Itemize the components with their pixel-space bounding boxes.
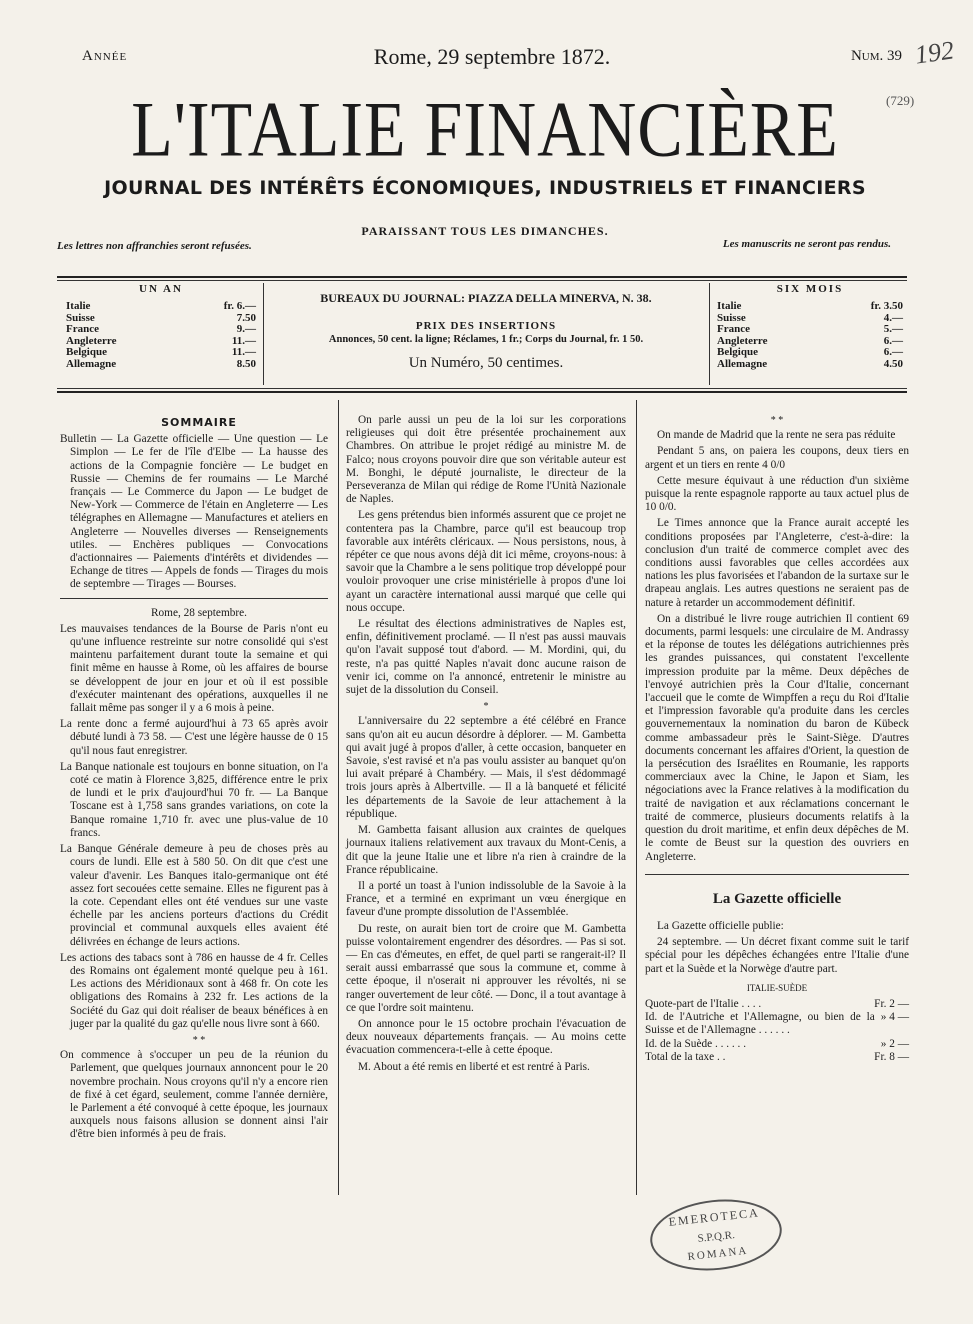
country: Italie xyxy=(66,300,91,312)
issue-date: Rome, 29 septembre 1872. xyxy=(373,44,611,69)
tarif-row xyxy=(645,1051,909,1064)
price: fr. 3.50 xyxy=(870,300,903,312)
decret-text: 24 septembre. — Un décret fixant comme suit le tarif spécial pour les dépêches échangées entre l'Italie d'une part et la Suède et la Norwège d'autre part. xyxy=(645,936,909,975)
tarif-right: Fr. 8 — xyxy=(874,1050,909,1063)
gazette-rule xyxy=(645,874,909,875)
article-paragraph: Pendant 5 ans, on paiera les coupons, deux tiers en argent et un tiers en rente 4 0/0 xyxy=(645,445,909,471)
price-row xyxy=(717,324,903,336)
article-paragraph: On commence à s'occuper un peu de la réunion du Parlement, que quelques journaux annoncent pour le 20 novembre prochain. Nous croyons qu'il n'y a encore rien de fixé à cet égard, seulement, comme l'année dernière, le Parlement a été convoqué à cette époque, les journaux auxquels nous faisons allusion se donnent ainsi l'air d'être bien informés à peu de frais. xyxy=(60,1049,328,1141)
gazette-title: La Gazette officielle xyxy=(712,890,842,907)
article-paragraph: M. About a été remis en liberté et est rentré à Paris. xyxy=(358,1060,590,1073)
price: 9.— xyxy=(236,323,256,335)
price: 4.— xyxy=(883,311,903,324)
article-paragraph: On annonce pour le 15 octobre prochain l'évacuation de deux nouveaux départements français. — Au moins cette évacuation commencera-t-elle à cette époque. xyxy=(346,1017,626,1057)
stamp-line-3: ROMANA xyxy=(687,1244,749,1264)
column-2 xyxy=(346,414,626,1077)
article-paragraph: Cette mesure équivaut à une réduction d'un sixième puisque la rente espagnole rapporte au taux actuel plus de 10 0/0. xyxy=(645,474,909,514)
subscription-six-months xyxy=(717,283,903,385)
tarif-left: Id. de la Suède . . . . . . xyxy=(645,1037,747,1050)
price-row xyxy=(717,301,903,313)
country: France xyxy=(66,323,99,335)
masthead-subtitle: JOURNAL DES INTÉRÊTS ÉCONOMIQUES, INDUSTRIELS ET FINANCIERS xyxy=(104,177,866,199)
price: 6.— xyxy=(883,334,903,347)
tarif-row xyxy=(645,998,909,1011)
annee-label: Année xyxy=(82,48,128,64)
gazette-intro: La Gazette officielle publie: xyxy=(657,919,784,932)
price: 8.50 xyxy=(236,357,256,370)
column-divider-2 xyxy=(636,400,637,1195)
tarif-left: Quote-part de l'Italie . . . . xyxy=(645,997,762,1010)
article-paragraph: Il a porté un toast à l'union indissoluble de la Savoie à la France, et a terminé en exprimant un vœu énergique en faveur d'une prompte dissolution de l'Assemblée. xyxy=(346,879,626,919)
column-3 xyxy=(645,412,909,1064)
country: Allemagne xyxy=(717,357,768,370)
article-paragraph: Le Times annonce que la France aurait accepté les conditions proposées par l'Angleterre, c'est-à-dire: la conclusion d'un traité de commerce complet avec des conditions aussi favorables que celles accordées aux nations les plus favorisées et l'abandon de la surtaxe sur le drapeau anglais. Les autres questions ne seraient pas de nature à retarder un accommodement définitif. xyxy=(645,517,909,609)
stamp-line-1: EMEROTECA xyxy=(667,1205,761,1229)
column-1 xyxy=(60,414,328,1145)
price: 7.50 xyxy=(236,311,256,324)
header-rule-bottom xyxy=(57,388,907,389)
country: Belgique xyxy=(717,346,758,358)
header-rule-top xyxy=(57,276,907,278)
article-paragraph: Les actions des tabacs sont à 786 en hausse de 4 fr. Celles des Romains ont également monté quelque peu à 161. Les actions des Méridionaux sont à 468 fr. On cote les obligations des Romains à 232 fr. Les actions de la Société du Gaz qui doit réaliser de beaux bénéfices à en juger par la qualité du gaz qu'elle nous livre sont à 660. xyxy=(60,951,328,1030)
price: 4.50 xyxy=(883,357,903,370)
price-row xyxy=(66,324,256,336)
sommaire-rule xyxy=(60,598,328,599)
insertion-prices: Annonces, 50 cent. la ligne; Réclames, 1 fr.; Corps du Journal, fr. 1 50. xyxy=(328,334,644,345)
tarif-row xyxy=(645,1038,909,1051)
article-paragraph: Les mauvaises tendances de la Bourse de Paris n'ont eu qu'une influence restreinte sur notre consolidé qui s'est maintenu parfaitement durant toute la semaine et qui finit même en hausse à Rome, où les affaires de bourse se développent de jour en jour et où il est possible d'exécuter maintenant des opérations, auxquelles il ne fallait même pas songer il y a 6 mois à peine. xyxy=(60,622,328,715)
header-rule-top-thin xyxy=(57,280,907,281)
price: fr. 6.— xyxy=(223,300,256,312)
box-divider-right xyxy=(709,283,710,385)
header-line xyxy=(82,44,902,74)
tarif-table xyxy=(645,998,909,1064)
article-paragraph: On a distribué le livre rouge autrichien Il contient 69 documents, parmi lesquels: une circulaire de M. Andrassy et la réponse de toutes les délégations autrichiennes près les grandes puissances, qui constatent l'excellente impression produite par la même. Deux dépêches de l'envoyé autrichien près la Cour d'Italie, concernant l'accueil que le comte de Wimpffen a reçu du Roi d'Italie et l'impression favorable qu'a produite dans les cercles gouvernementaux la nomination du baron de Kübeck comme ambassadeur près le Saint-Siège. D'autres documents concernant les affaires d'Orient, la question de la persécution des Israélites en Roumanie, les rapports commerciaux avec la Chine, le Japon et Siam, les négociations avec la France relatives à la modification du traité de navigation et aux réclamations concernant le traité de commerce, plusieurs documents relatifs à la question du droit maritime, et enfin deux dépêches de M. le comte de Beust sur la question des ouvriers en Angleterre. xyxy=(645,612,909,863)
price-row xyxy=(717,359,903,371)
tarif-right: » 4 — xyxy=(880,1011,909,1024)
price-row xyxy=(66,301,256,313)
country: Suisse xyxy=(717,311,746,324)
box-divider-left xyxy=(263,283,264,385)
column-divider-1 xyxy=(338,400,339,1195)
tarif-title: ITALIE-SUÈDE xyxy=(746,982,808,993)
article-paragraph: On parle aussi un peu de la loi sur les corporations religieuses qui doit être présentée prochainement aux Chambres. On attribue le projet rédigé au ministre M. de Falco; nous croyons pouvoir dire que son véritable auteur est M. Bonghi, le député journaliste, le directeur de la Perseveranza de Milan qui rédige de Rome l'Unità Nazionale de Naples. xyxy=(346,414,626,506)
article-paragraph: Le résultat des élections administratives de Naples est, enfin, définitivement proclamé. — Il n'est pas aussi mauvais qu'on l'avait supposé tout d'abord. — M. Mordini, qui, du reste, n'a pas quitté Naples n'avait donc aucune raison de venir ici, comme on l'a annoncé, entretenir le ministre au sujet de la dissolution du Conseil. xyxy=(346,618,626,697)
country: Angleterre xyxy=(717,334,768,347)
price: 5.— xyxy=(883,323,903,335)
price: 11.— xyxy=(231,334,256,347)
country: France xyxy=(717,323,750,335)
issue-number: Num. 39 xyxy=(850,48,902,64)
single-issue-price: Un Numéro, 50 centimes. xyxy=(408,355,564,371)
separator-stars-col3: * * xyxy=(770,415,784,426)
six-months-label: SIX MOIS xyxy=(776,283,844,295)
article-paragraph: M. Gambetta faisant allusion aux craintes de quelques journaux italiens relativement aux travaux du Mont-Cenis, a dit que la jeune Italie une et libre n'a rien à craindre de la France républicaine. xyxy=(346,824,626,876)
manuscripts-notice: Les manuscrits ne seront pas rendus. xyxy=(722,238,891,250)
country: Belgique xyxy=(66,346,107,358)
tarif-left: Id. de l'Autriche et l'Allemagne, ou bien de la Suisse et de l'Allemagne . . . . . . xyxy=(645,1011,875,1037)
price-row xyxy=(66,347,256,359)
country: Angleterre xyxy=(66,334,117,347)
letters-notice: Les lettres non affranchies seront refusées. xyxy=(57,240,252,252)
dateline: Rome, 28 septembre. xyxy=(150,606,247,619)
country: Suisse xyxy=(66,311,95,324)
price-row xyxy=(717,347,903,359)
tarif-right: » 2 — xyxy=(880,1037,909,1050)
tarif-row xyxy=(645,1011,909,1037)
article-paragraph: On mande de Madrid que la rente ne sera pas réduite xyxy=(657,429,896,442)
office-address: BUREAUX DU JOURNAL: PIAZZA DELLA MINERVA, N. 38. xyxy=(320,291,652,305)
pencil-note: (729) xyxy=(886,93,915,108)
office-info xyxy=(266,283,706,372)
stamp-line-2: S.P.Q.R. xyxy=(697,1229,736,1245)
pencil-page-number: 192 xyxy=(913,35,956,70)
insertion-prices-title: PRIX DES INSERTIONS xyxy=(415,320,557,332)
sommaire-text: Bulletin — La Gazette officielle — Une question — Le Simplon — Le fer de l'île d'Elbe — La hausse des actions de la Compagnie foncière — Le budget en Russie — Chemins de fer roumains — Le Marché français — Le Commerce du Japon — Le budget de New-York — Commerce de l'étain en Angleterre — Les télégraphes en Allemagne — Manufactures et ateliers en Angleterre — Nouvelles diverses — Renseignements utiles. — Enchères publiques — Convocations d'actionnaires — Paiements d'intérêts et dividendes — Echange de titres — Appels de fonds — Tirages du mois de septembre — Tirages — Bourses. xyxy=(60,433,328,591)
library-stamp xyxy=(647,1193,786,1276)
price: 6.— xyxy=(883,346,903,358)
header-rule-bottom-thick xyxy=(57,391,907,393)
separator-star: * xyxy=(483,701,489,713)
country: Allemagne xyxy=(66,357,117,370)
price-row xyxy=(66,359,256,371)
sommaire-title: SOMMAIRE xyxy=(161,416,237,429)
one-year-label: UN AN xyxy=(139,283,183,295)
article-paragraph: La Banque Générale demeure à peu de choses près au cours de lundi. Elle est à 580 50. On dit que c'est une valeur d'avenir. Les Banques italo-germanique ont été assez fort secouées cette semaine. Elles ne figurent pas à la cote. Cependant elles ont été vendues sur une vaste échelle par les anciens porteurs d'actions du Crédit provincial et communal auxquels elles avaient été délivrées en échange de leurs actions. xyxy=(60,843,328,948)
article-paragraph: La Banque nationale est toujours en bonne situation, on l'a coté ce matin à Florence 3,825, différence entre le prix de lundi et le prix d'aujourd'hui 70 fr. — La Banque Toscane est à 1,758 sans grandes variations, on cote la Banque romaine 1,710 fr. avec une plus-value de 10 francs. xyxy=(60,760,328,839)
article-paragraph: La rente donc a fermé aujourd'hui à 73 65 après avoir débuté lundi à 73 58. — C'est une légère hausse de 0 15 qu'il nous faut enregistrer. xyxy=(60,718,328,757)
subscription-one-year xyxy=(66,283,256,385)
article-paragraph: Les gens prétendus bien informés assurent que ce projet ne contentera pas la Chambre, parce qu'il est beaucoup trop favorable aux intérêts cléricaux. — Nous persistons, nous, à répéter ce que nous avons déjà dit ici même, croyons-nous: à savoir que la Chambre a le sens politique trop développé pour vouloir provoquer une crise ministérielle à propos d'une loi ayant un caractère international aussi marqué que celle qui nous occupe. xyxy=(346,509,626,614)
country: Italie xyxy=(717,300,742,312)
article-paragraph: L'anniversaire du 22 septembre a été célébré en France sans qu'on ait eu aucun désordre à déplorer. — M. Gambetta qui avait jugé à propos d'aller, à cette occasion, banqueter en Savoie, s'est ravisé et n'a pas voulu assister au banquet qu'on lui avait préparé à Chambéry. — Mais, il s'est dédommagé trois jours après à Albertville. — Il a là banqueté et félicité les départements de la Savoie de leur attachement à la république. xyxy=(346,715,626,820)
price: 11.— xyxy=(231,346,256,358)
publication-frequency: PARAISSANT TOUS LES DIMANCHES. xyxy=(361,224,609,238)
tarif-left: Total de la taxe . . xyxy=(645,1050,726,1063)
article-paragraph: Du reste, on aurait bien tort de croire que M. Gambetta puisse volontairement engendrer des désordres. — Pas si sot. — En cas d'émeutes, en effet, de quel parti se rangerait-il? Il serait aussi embarrassé que sous la commune et, comme à cette époque, il n'oserait ni approuver les révoltés, ni se ranger ouvertement de leur côté. — Donc, il a tout avantage à ce que l'ordre soit maintenu. xyxy=(346,922,626,1014)
separator-stars: * * xyxy=(192,1034,206,1046)
tarif-right: Fr. 2 — xyxy=(874,997,909,1010)
masthead-title: L'ITALIE FINANCIÈRE xyxy=(131,85,839,173)
